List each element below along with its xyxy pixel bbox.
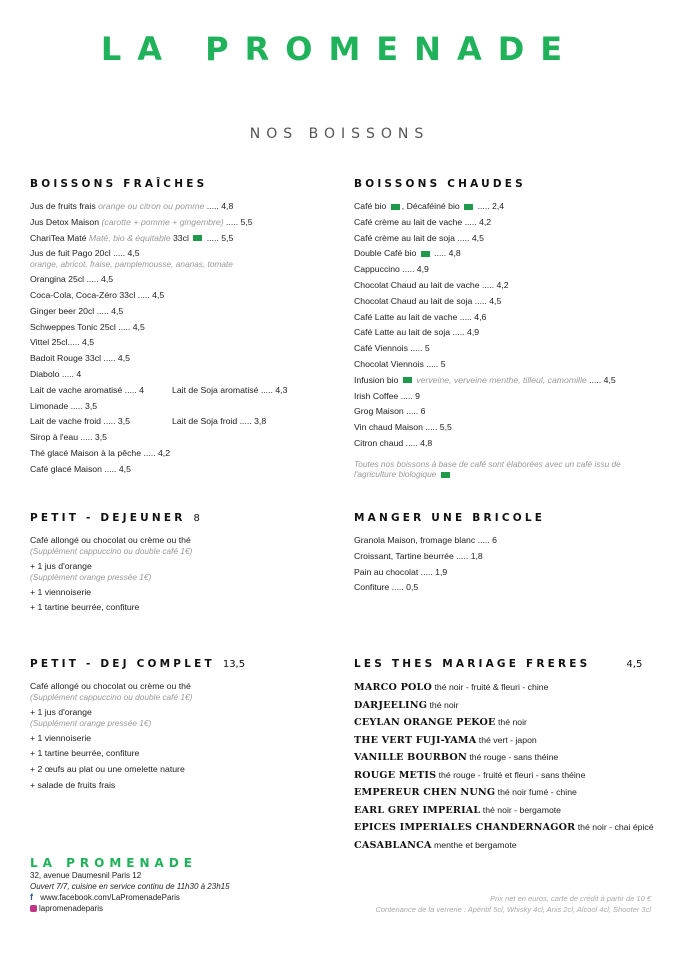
glassware-note: Contenance de la verrerie : Apéritif 5cl, Whisky 4cl, Anis 2cl, Alcool 4cl, Shooter 3cl — [375, 905, 651, 914]
menu-item: + salade de fruits frais — [30, 779, 116, 790]
section-title: BOISSONS FRAÎCHES — [30, 178, 208, 190]
tea-name: CASABLANCA — [354, 839, 432, 851]
menu-item: Chocolat Chaud au lait de vache ..... 4,2 — [354, 279, 509, 290]
bio-note: l'agriculture biologique — [354, 469, 621, 480]
menu-item: + 1 jus d'orange — [30, 706, 92, 717]
menu-item: + 1 jus d'orange — [30, 560, 92, 571]
menu-item: Vittel 25cl..... 4,5 — [30, 337, 95, 348]
footer-hours: Ouvert 7/7, cuisine en service continu de 11h30 à 23h15 — [30, 882, 230, 891]
bio-badge-icon — [403, 377, 412, 383]
menu-item-note: orange, abricot, fraise, pamplemousse, ananas, tomate — [30, 259, 233, 270]
menu-item-pair: Lait de vache froid ..... 3,5 Lait de Soja froid ..... 3,8 — [30, 416, 267, 427]
tea-description: thé noir — [495, 717, 527, 727]
menu-item: Irish Coffee ..... 9 — [354, 390, 420, 401]
menu-item: Sirop à l'eau ..... 3,5 — [30, 432, 107, 443]
tea-list — [354, 679, 654, 854]
menu-item-note: (Supplément orange pressée 1€) — [30, 717, 152, 728]
menu-item-note: (Supplément cappuccino ou double café 1€) — [30, 545, 193, 556]
tea-name: EMPEREUR CHEN NUNG — [354, 787, 496, 798]
footer-facebook[interactable]: f www.facebook.com/LaPromenadeParis — [30, 892, 180, 902]
section-price: 8 — [193, 513, 200, 524]
bio-badge-icon — [421, 251, 430, 257]
menu-item: + 2 œufs au plat ou une omelette nature — [30, 764, 185, 775]
menu-item: Chocolat Viennois ..... 5 — [354, 358, 446, 369]
tea-name: DARJEELING — [354, 699, 428, 711]
menu-item: Café bio , Décaféiné bio ..... 2,4 — [354, 201, 505, 211]
menu-item: Café allongé ou chocolat ou crème ou thé — [30, 681, 191, 691]
menu-item: Café Viennois ..... 5 — [354, 343, 430, 354]
menu-item-note: (Supplément cappuccino ou double café 1€) — [30, 691, 193, 702]
tea-name: MARCO POLO — [354, 682, 433, 693]
section-petit-dejeuner — [30, 512, 200, 616]
section-title: PETIT - DEJEUNER 8 — [30, 512, 200, 524]
section-title: MANGER UNE BRICOLE — [354, 512, 546, 524]
footer-brand: LA PROMENADE — [30, 856, 197, 870]
bio-badge-icon — [464, 204, 473, 210]
footer-address: 32, avenue Daumesnil Paris 12 — [30, 871, 142, 880]
tea-name: VANILLE BOURBON — [354, 752, 467, 763]
menu-item: Confiture ..... 0,5 — [354, 582, 419, 593]
tea-description: menthe et bergamote — [431, 839, 517, 850]
menu-item: Jus de fruits frais orange ou citron ou pomme ..... 4,8 — [30, 201, 234, 211]
instagram-icon — [30, 905, 37, 912]
tea-item — [354, 837, 654, 855]
menu-item: Café crème au lait de soja ..... 4,5 — [354, 232, 484, 243]
menu-item: Limonade ..... 3,5 — [30, 400, 98, 411]
tea-name: CEYLAN ORANGE PEKOE — [354, 717, 496, 728]
bio-badge-icon — [193, 235, 202, 241]
tea-item — [354, 784, 654, 802]
tea-item — [354, 679, 654, 697]
bio-badge-icon — [391, 204, 400, 210]
tea-description: thé vert - japon — [476, 734, 537, 745]
section-boissons-fraiches — [30, 178, 287, 478]
menu-item: Café crème au lait de vache ..... 4,2 — [354, 216, 492, 227]
bio-badge-icon — [441, 472, 450, 478]
menu-item: Infusion bio verveine, verveine menthe, tilleul, camomille ..... 4,5 — [354, 374, 616, 385]
tea-description: thé noir - chai épicé — [575, 822, 654, 832]
section-les-thes — [354, 658, 654, 854]
tea-name: ROUGE METIS — [354, 769, 437, 781]
section-title: LES THES MARIAGE FRERES 4,5 — [354, 658, 643, 670]
menu-item: Cappuccino ..... 4,9 — [354, 264, 429, 275]
tea-item — [354, 714, 654, 732]
menu-item: Café Latte au lait de vache ..... 4,6 — [354, 311, 487, 322]
section-boissons-chaudes — [354, 178, 621, 482]
tea-description: thé noir — [427, 699, 459, 710]
menu-item: + 1 viennoiserie — [30, 586, 92, 597]
menu-item: Orangina 25cl ..... 4,5 — [30, 274, 114, 285]
menu-item: Badoit Rouge 33cl ..... 4,5 — [30, 353, 130, 364]
section-petit-dej-complet — [30, 658, 245, 794]
menu-item: Croissant, Tartine beurrée ..... 1,8 — [354, 550, 483, 561]
menu-item: Ginger beer 20cl ..... 4,5 — [30, 305, 124, 316]
tea-description: thé noir - bergamote — [480, 804, 562, 815]
tea-item — [354, 802, 654, 820]
tea-name: THE VERT FUJI-YAMA — [354, 734, 477, 746]
menu-item: Coca-Cola, Coca-Zéro 33cl ..... 4,5 — [30, 289, 165, 300]
tea-description: thé rouge - fruité et fleuri - sans théine — [436, 769, 586, 780]
menu-item-note: (Supplément orange pressée 1€) — [30, 571, 152, 582]
menu-item: Café allongé ou chocolat ou crème ou thé — [30, 535, 191, 545]
menu-item-pair: Lait de vache aromatisé ..... 4 Lait de Soja aromatisé ..... 4,3 — [30, 384, 288, 395]
menu-item: Citron chaud ..... 4,8 — [354, 437, 433, 448]
menu-item: Schweppes Tonic 25cl ..... 4,5 — [30, 321, 145, 332]
menu-item: + 1 viennoiserie — [30, 732, 92, 743]
menu-item: Vin chaud Maison ..... 5,5 — [354, 422, 452, 433]
menu-item: Chocolat Chaud au lait de soja ..... 4,5 — [354, 295, 502, 306]
tea-item — [354, 732, 654, 750]
bio-note: Toutes nos boissons à base de café sont élaborées avec un café issu de — [354, 458, 621, 469]
section-price: 4,5 — [626, 659, 643, 670]
menu-item: Granola Maison, fromage blanc ..... 6 — [354, 535, 497, 545]
menu-item: Café Latte au lait de soja ..... 4,9 — [354, 327, 480, 338]
menu-item: + 1 tartine beurrée, confiture — [30, 602, 140, 613]
menu-item: Jus de fuit Pago 20cl ..... 4,5 — [30, 248, 140, 259]
tea-description: thé rouge - sans théine — [466, 752, 559, 762]
menu-item: Double Café bio ..... 4,8 — [354, 248, 461, 259]
section-title: PETIT - DEJ COMPLET 13,5 — [30, 658, 246, 670]
tea-name: EARL GREY IMPERIAL — [354, 804, 481, 816]
menu-item: ChariTea Maté Maté, bio & équitable 33cl ..... 5,5 — [30, 232, 234, 243]
menu-item: Jus Detox Maison (carotte + pomme + gingembre) ..... 5,5 — [30, 216, 253, 227]
menu-item: Pain au chocolat ..... 1,9 — [354, 566, 448, 577]
footer-notes — [375, 893, 651, 915]
tea-description: thé noir - fruité & fleuri - chine — [432, 682, 549, 692]
price-note: Prix net en euros, carte de crédit à partir de 10 € — [490, 894, 651, 903]
tea-item — [354, 697, 654, 715]
menu-item: Thé glacé Maison à la pêche ..... 4,2 — [30, 447, 171, 458]
page-title: LA PROMENADE — [100, 30, 579, 68]
menu-item: Café glacé Maison ..... 4,5 — [30, 463, 131, 474]
tea-item — [354, 767, 654, 785]
menu-item: Grog Maison ..... 6 — [354, 406, 426, 417]
menu-item: Diabolo ..... 4 — [30, 368, 82, 379]
menu-item: + 1 tartine beurrée, confiture — [30, 748, 140, 759]
tea-description: thé noir fumé - chine — [495, 787, 577, 797]
section-price: 13,5 — [222, 659, 246, 670]
facebook-icon: f — [30, 892, 33, 902]
tea-item — [354, 819, 654, 837]
page-subtitle: NOS BOISSONS — [249, 126, 430, 142]
footer — [30, 856, 230, 914]
section-title: BOISSONS CHAUDES — [354, 178, 526, 190]
tea-name: EPICES IMPERIALES CHANDERNAGOR — [354, 822, 576, 833]
tea-item — [354, 749, 654, 767]
section-manger-une-bricole — [354, 512, 545, 596]
footer-instagram[interactable]: lapromenadeparis — [30, 903, 230, 914]
